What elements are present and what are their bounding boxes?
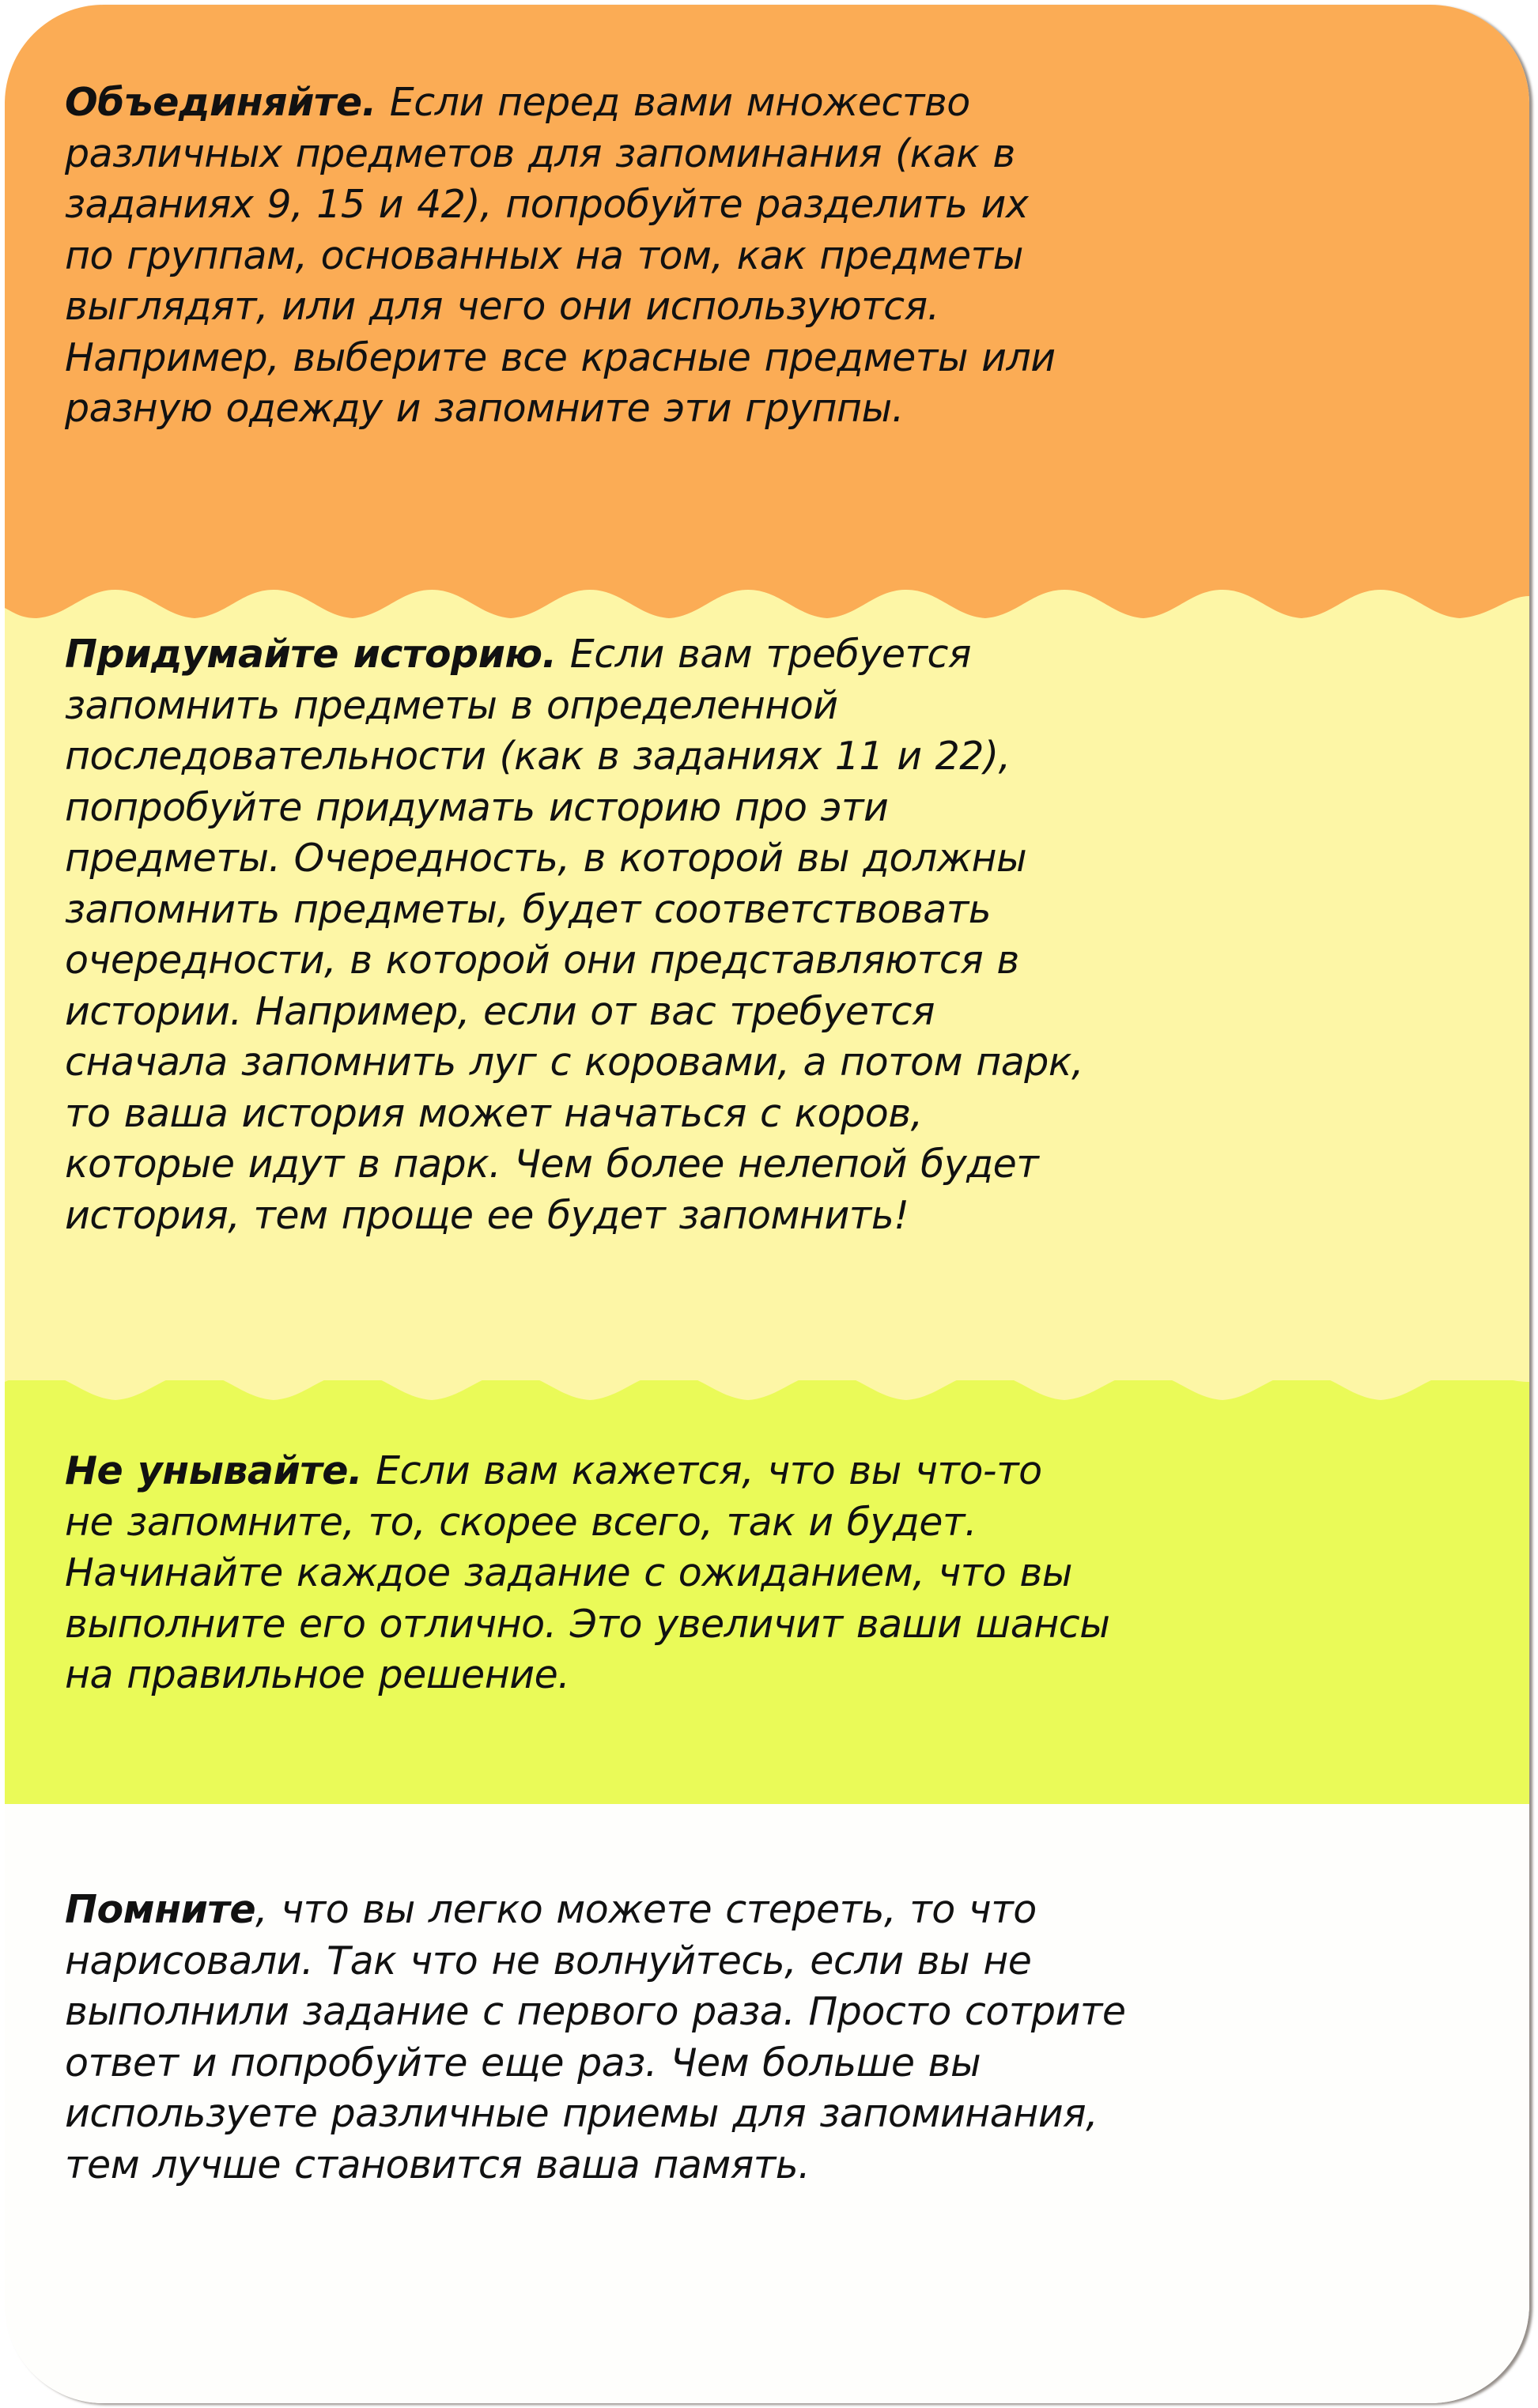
tip-text: запомнить предметы, будет соответствовать	[65, 886, 992, 932]
tip-remember-line-1	[65, 1885, 1480, 1936]
tip-combine-line-1	[65, 77, 1480, 129]
tip-combine	[65, 77, 1480, 435]
tip-text: Если вам кажется, что вы что-то	[362, 1448, 1042, 1493]
tip-dont-despair	[65, 1446, 1480, 1701]
tip-story-heading: Придумайте историю.	[65, 632, 557, 677]
tip-text: предметы. Очередность, в которой вы должны	[65, 836, 1027, 881]
tip-combine-heading: Объединяйте.	[65, 80, 376, 125]
tip-text: по группам, основанных на том, как предметы	[65, 232, 1023, 278]
tip-text: Если вам требуется	[556, 632, 971, 677]
tip-text: ответ и попробуйте еще раз. Чем больше вы	[65, 2040, 981, 2085]
tip-text: различных предметов для запоминания (как в	[65, 130, 1015, 176]
tip-text: выполнили задание с первого раза. Просто сотрите	[65, 1989, 1126, 2034]
tip-text: Например, выберите все красные предметы или	[65, 334, 1056, 380]
wavy-divider-yellow	[5, 1364, 1529, 1412]
tip-text: запомнить предметы в определенной	[65, 682, 838, 728]
tip-text: нарисовали. Так что не волнуйтесь, если вы не	[65, 1938, 1032, 1983]
tip-text: Начинайте каждое задание с ожиданием, что вы	[65, 1550, 1072, 1595]
tip-text: Если перед вами множество	[376, 80, 970, 125]
tip-text: история, тем проще ее будет запомнить!	[65, 1192, 909, 1238]
tip-text: , что вы легко можете стереть, то что	[255, 1887, 1037, 1932]
tip-text: последовательности (как в заданиях 11 и 22),	[65, 734, 1011, 779]
tip-text: попробуйте придумать историю про эти	[65, 784, 889, 830]
wavy-divider-orange	[5, 572, 1529, 628]
tip-text: на правильное решение.	[65, 1652, 570, 1697]
tip-story-line-1	[65, 629, 1480, 681]
tip-text: разную одежду и запомните эти группы.	[65, 386, 904, 431]
tip-text: которые идут в парк. Чем более нелепой будет	[65, 1142, 1039, 1187]
tip-text: тем лучше становится ваша память.	[65, 2142, 811, 2187]
tip-text: выглядят, или для чего они используются.	[65, 284, 939, 329]
tip-remember-heading: Помните	[65, 1887, 256, 1932]
tip-text: используете различные приемы для запоминания,	[65, 2091, 1098, 2136]
tip-dont-despair-line-1	[65, 1446, 1480, 1497]
tip-text: очередности, в которой они представляются в	[65, 938, 1019, 983]
tip-text: то ваша история может начаться с коров,	[65, 1090, 923, 1136]
tips-card	[5, 5, 1529, 2403]
tip-text: не запомните, то, скорее всего, так и будет.	[65, 1499, 977, 1545]
tip-remember	[65, 1885, 1480, 2191]
tip-story	[65, 629, 1480, 1241]
tip-text: заданиях 9, 15 и 42), попробуйте разделить их	[65, 182, 1029, 227]
tip-text: выполните его отлично. Это увеличит ваши шансы	[65, 1601, 1110, 1647]
tip-dont-despair-heading: Не унывайте.	[65, 1448, 363, 1493]
tip-text: сначала запомнить луг с коровами, а потом парк,	[65, 1040, 1084, 1085]
tip-text: истории. Например, если от вас требуется	[65, 988, 935, 1034]
